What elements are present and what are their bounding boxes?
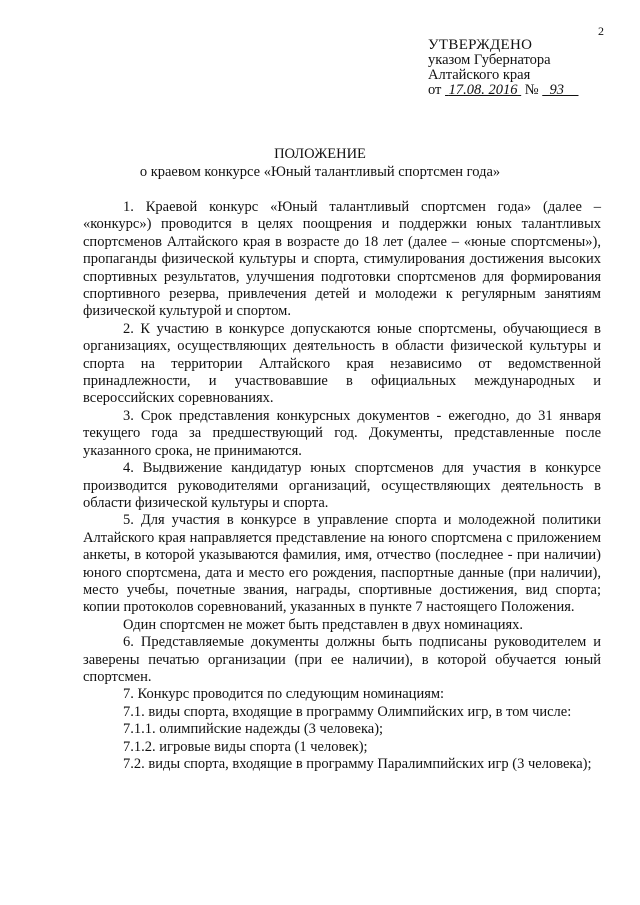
paragraph: 1. Краевой конкурс «Юный талантливый спортсмен года» (далее – «конкурс») проводится в целях поощрения и поддержки юных талантливых спортсменов Алтайского края в возрасте до 18 лет (далее – «юные спортсмены»), пропаганды физической культуры и спорта, стимулирования достижения высоких спортивных результатов, улучшения подготовки спортсменов для формирования спортивного резерва, привлечения детей и молодежи к регулярным занятиям физической культурой и спортом. (83, 199, 601, 320)
approval-title: УТВЕРЖДЕНО (428, 37, 533, 53)
paragraph: 6. Представляемые документы должны быть подписаны руководителем и заверены печатью организации (при ее наличии), в которой обучается юный спортсмен. (83, 634, 601, 685)
paragraph: 5. Для участия в конкурсе в управление спорта и молодежной политики Алтайского края направляется представление на юного спортсмена с приложением анкеты, в которой указываются фамилия, имя, отчество (последнее - при наличии) юного спортсмена, дата и место его рождения, паспортные данные (при наличии), место учебы, почетные звания, награды, спортивные достижения, вид спорта; копии протоколов соревнований, указанных в пункте 7 настоящего Положения. (83, 512, 601, 616)
paragraph: 7. Конкурс проводится по следующим номинациям: (123, 686, 445, 703)
document-body (83, 199, 601, 773)
paragraph: 7.1.1. олимпийские надежды (3 человека); (123, 721, 384, 738)
paragraph: 7.1.2. игровые виды спорта (1 человек); (123, 738, 368, 755)
paragraph: 4. Выдвижение кандидатур юных спортсменов для участия в конкурсе производится руководителями организаций, осуществляющих деятельность в области физической культуры и спорта. (83, 460, 601, 511)
page-number: 2 (598, 24, 604, 38)
approval-number: 93 (549, 82, 564, 98)
approval-date-line (428, 83, 579, 98)
paragraph: 7.1. виды спорта, входящие в программу Олимпийских игр, в том числе: (123, 703, 572, 720)
approval-date: 17.08. 2016 (448, 82, 518, 98)
approval-line-1: указом Губернатора (428, 52, 551, 68)
paragraph: 2. К участию в конкурсе допускаются юные спортсмены, обучающиеся в организациях, осуществляющих деятельность в области физической культуры и спорта на территории Алтайского края независимо от ведомственной принадлежности, и участвовавшие в официальных международных и всероссийских соревнованиях. (83, 320, 601, 407)
paragraph: Один спортсмен не может быть представлен в двух номинациях. (123, 616, 524, 633)
document-heading: ПОЛОЖЕНИЕ (274, 146, 366, 162)
approval-line-2: Алтайского края (428, 67, 531, 83)
document-subheading: о краевом конкурсе «Юный талантливый спортсмен года» (139, 164, 501, 180)
approval-stamp (428, 38, 579, 98)
paragraph: 7.2. виды спорта, входящие в программу Паралимпийских игр (3 человека); (123, 756, 592, 772)
approval-from-label: от (428, 82, 442, 98)
paragraph: 3. Срок представления конкурсных документов - ежегодно, до 31 января текущего года за предшествующий год. Документы, представленные после указанного срока, не принимаются. (83, 407, 601, 459)
approval-number-label: № (524, 82, 539, 98)
